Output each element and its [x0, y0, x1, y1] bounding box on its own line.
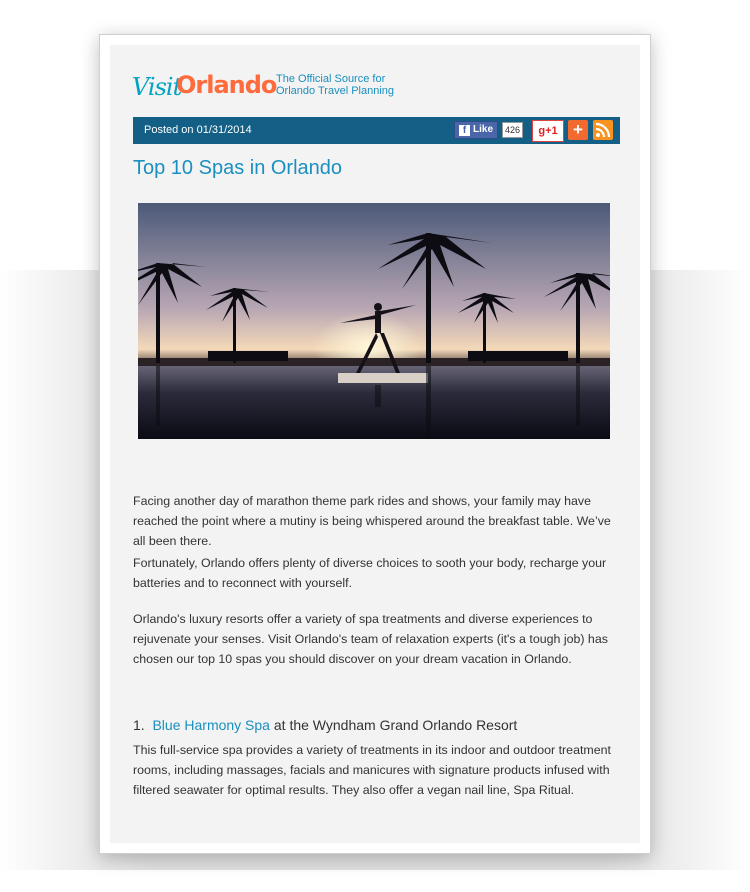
posted-date: Posted on 01/31/2014 — [144, 124, 252, 136]
logo-visit-text: Visit — [132, 73, 182, 101]
google-plus-icon: g+1 — [538, 125, 558, 137]
facebook-like-count: 426 — [502, 122, 523, 138]
spa-item-1-description: This full-service spa provides a variety of treatments in its indoor and outdoor treatment rooms, including massages, facials and manicures with signature products infused with filtered seawater for optimal results. They also offer a vegan nail line, Spa Ritual. — [133, 743, 611, 797]
rss-button[interactable] — [593, 120, 613, 140]
facebook-like-label: Like — [473, 124, 494, 135]
facebook-like-button[interactable] — [454, 121, 498, 139]
addthis-plus-icon: + — [573, 120, 583, 139]
email-panel — [110, 45, 640, 843]
tagline — [276, 73, 456, 97]
post-bar — [133, 117, 620, 144]
intro-paragraph-1: Facing another day of marathon theme park rides and shows, your family may have reached the point where a mutiny is being whispered around the breakfast table. We’ve all been there. — [133, 494, 611, 548]
facebook-icon: f — [459, 125, 470, 136]
logo-orlando-text: Orlando — [176, 71, 277, 99]
spa-item-1-location: at the Wyndham Grand Orlando Resort — [269, 717, 518, 733]
yoga-pool-sunset-image — [138, 203, 610, 439]
addthis-share-button[interactable] — [568, 120, 588, 140]
hero-image[interactable] — [138, 203, 610, 439]
email-card — [99, 34, 651, 854]
rss-icon — [593, 120, 613, 140]
google-plus-button[interactable] — [532, 120, 564, 142]
intro-paragraph-3: Orlando's luxury resorts offer a variety of spa treatments and diverse experiences to rejuvenate your senses. Visit Orlando's team of relaxation experts (it's a tough job) has chosen our top 10 spas you should discover on your dream vacation in Orlando. — [133, 612, 608, 666]
article-title[interactable]: Top 10 Spas in Orlando — [133, 157, 343, 179]
spa-item-1-heading — [133, 717, 613, 733]
spa-item-1-number: 1. — [133, 717, 145, 733]
intro-paragraph-2: Fortunately, Orlando offers plenty of diverse choices to sooth your body, recharge your batteries and to reconnect with yourself. — [133, 556, 607, 590]
tagline-line-1: The Official Source for — [276, 73, 386, 85]
tagline-line-2: Orlando Travel Planning — [276, 85, 395, 97]
blue-harmony-spa-link[interactable]: Blue Harmony Spa — [152, 717, 270, 733]
